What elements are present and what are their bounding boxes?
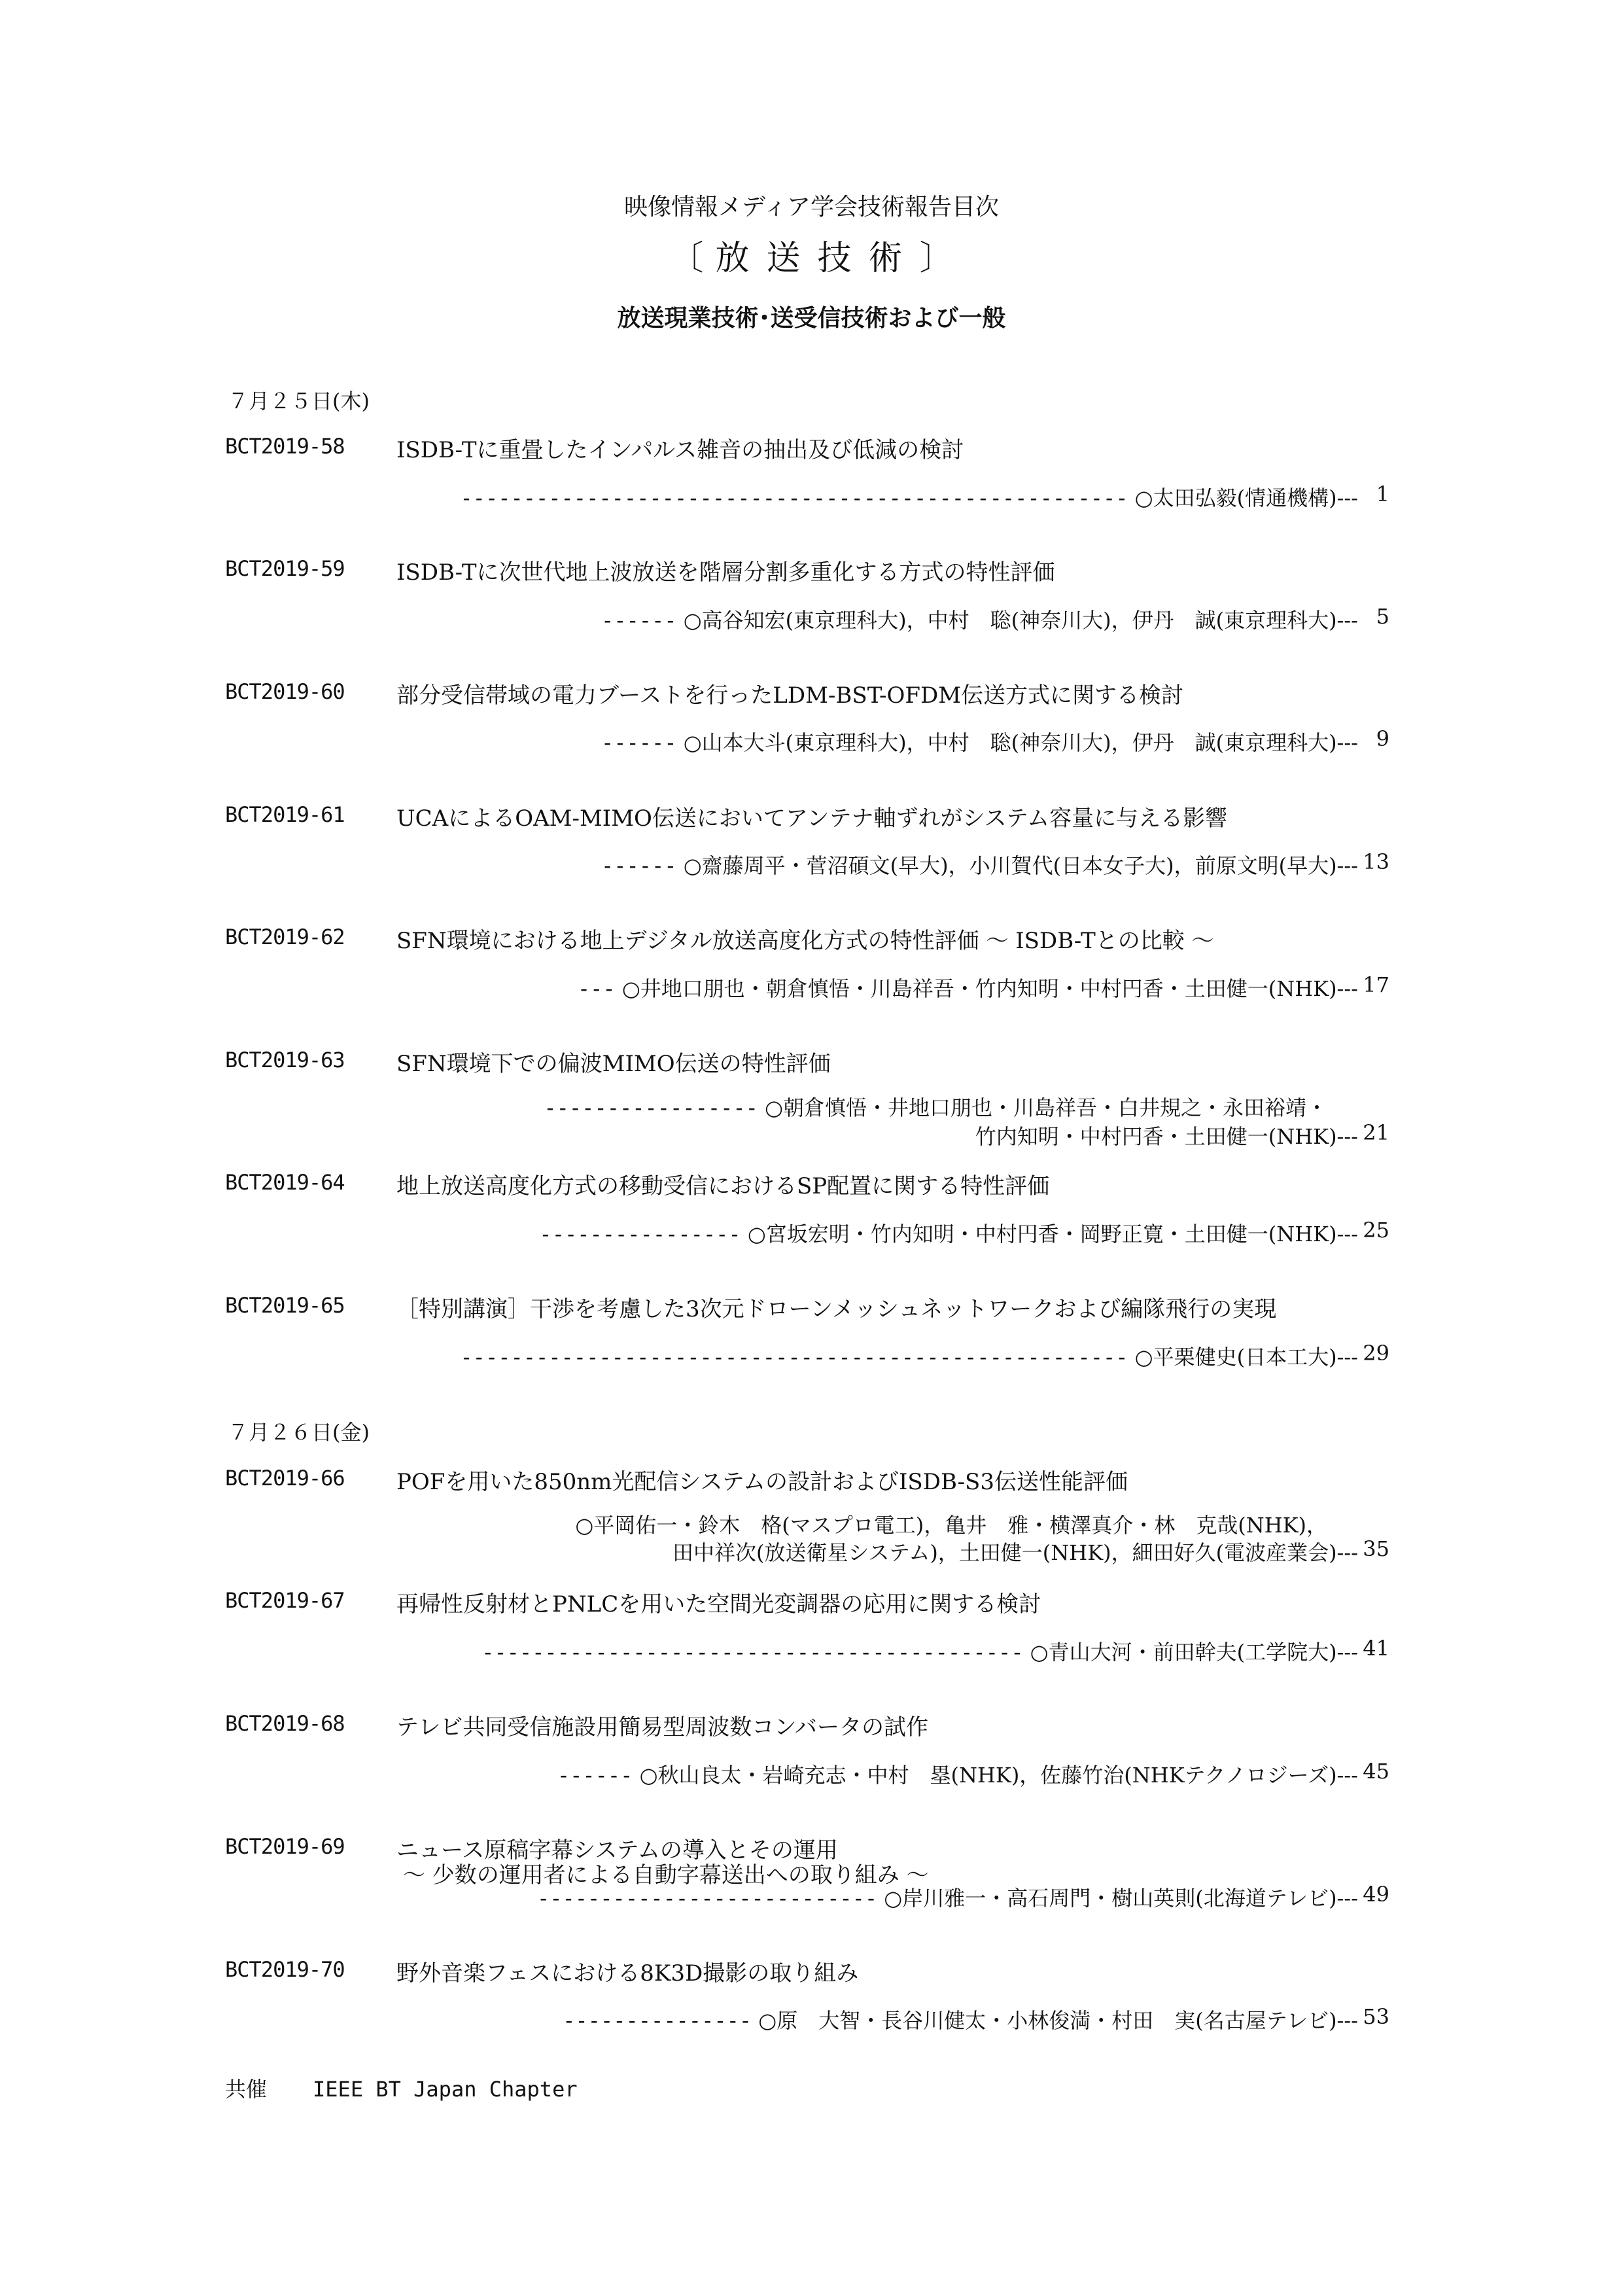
author-list: ○原 大智・長谷川健太・小林俊満・村田 実(名古屋テレビ)--- (758, 2008, 1358, 2033)
entry-title: UCAによるOAM-MIMO伝送においてアンテナ軸ずれがシステム容量に与える影響 (396, 805, 1228, 832)
entry-code: BCT2019-67 (225, 1588, 345, 1613)
entry-code: BCT2019-66 (225, 1466, 345, 1491)
co-sponsor-label: 共催 (225, 2077, 268, 2102)
page-number: 53 (1363, 2004, 1389, 2029)
entry-title: POFを用いた850nm光配信システムの設計およびISDB-S3伝送性能評価 (396, 1469, 1128, 1495)
page-number: 45 (1363, 1759, 1389, 1784)
page-number: 25 (1363, 1218, 1389, 1243)
entry-title: ISDB-Tに重畳したインパルス雑音の抽出及び低減の検討 (396, 437, 964, 463)
entry-authors (601, 849, 1358, 879)
entry-authors (539, 1218, 1358, 1248)
entry-authors (460, 1341, 1358, 1371)
co-sponsor-note (225, 2073, 578, 2103)
entry-title: ［特別講演］干渉を考慮した3次元ドローンメッシュネットワークおよび編隊飛行の実現 (396, 1296, 1277, 1322)
page-number: 17 (1363, 972, 1389, 997)
entry-title: ニュース原稿字幕システムの導入とその運用 (396, 1837, 838, 1863)
page-number: 49 (1363, 1882, 1389, 1907)
page-number: 5 (1376, 604, 1389, 629)
author-list: ○宮坂宏明・竹内知明・中村円香・岡野正寛・土田健一(NHK)--- (747, 1222, 1358, 1246)
entry-authors (575, 1509, 1327, 1539)
author-list: ○山本大斗(東京理科大)，中村 聡(神奈川大)，伊丹 誠(東京理科大)--- (683, 730, 1358, 755)
author-list: ○井地口朋也・朝倉慎悟・川島祥吾・竹内知明・中村円香・土田健一(NHK)--- (621, 976, 1358, 1001)
entry-title: 地上放送高度化方式の移動受信におけるSP配置に関する特性評価 (396, 1173, 1050, 1199)
section-subtitle: 放送現業技術･送受信技術および一般 (617, 305, 1006, 332)
author-list: ○平栗健史(日本工大)--- (1134, 1345, 1358, 1369)
dash-leader: ---------------- (539, 1222, 741, 1246)
entry-authors (578, 972, 1358, 1002)
entry-code: BCT2019-61 (225, 802, 345, 827)
bracket-left: 〔 (669, 239, 704, 278)
entry-authors (537, 1882, 1358, 1912)
page-number: 35 (1363, 1536, 1389, 1561)
author-list: ○平岡佑一・鈴木 格(マスプロ電工)，亀井 雅・横澤真介・林 克哉(NHK)， (575, 1513, 1327, 1538)
author-list: ○齋藤周平・菅沼碩文(早大)，小川賀代(日本女子大)，前原文明(早大)--- (683, 853, 1358, 878)
dash-leader: ------------------------------------------- (481, 1640, 1024, 1665)
author-list: ○秋山良太・岩崎充志・中村 塁(NHK)，佐藤竹治(NHKテクノロジーズ)--- (639, 1763, 1358, 1788)
entry-title: SFN環境下での偏波MIMO伝送の特性評価 (396, 1051, 831, 1077)
entry-authors (557, 1759, 1358, 1789)
entry-code: BCT2019-58 (225, 434, 345, 459)
author-list: ○岸川雅一・高石周門・樹山英則(北海道テレビ)--- (884, 1886, 1358, 1911)
page-number: 1 (1376, 482, 1389, 506)
entry-authors (601, 604, 1358, 634)
dash-leader: --------------------------- (536, 1886, 878, 1911)
bracket-right: 〕 (919, 239, 954, 278)
dash-leader: ------ (557, 1763, 633, 1788)
report-header: 映像情報メディア学会技術報告目次 (623, 194, 1000, 221)
entry-code: BCT2019-59 (225, 556, 345, 581)
entry-authors (563, 2004, 1358, 2034)
entry-code: BCT2019-70 (225, 1957, 345, 1982)
entry-subtitle: ～ 少数の運用者による自動字幕送出への取り組み ～ (403, 1862, 929, 1888)
author-list: ○太田弘毅(情通機構)--- (1134, 486, 1358, 510)
entry-title: 再帰性反射材とPNLCを用いた空間光変調器の応用に関する検討 (396, 1591, 1041, 1617)
dash-leader: ----------------- (544, 1095, 758, 1120)
page-number: 41 (1363, 1636, 1389, 1661)
dash-leader: --------------- (563, 2008, 752, 2033)
entry-code: BCT2019-65 (225, 1293, 345, 1318)
entry-title: SFN環境における地上デジタル放送高度化方式の特性評価 ～ ISDB-Tとの比較 ～ (396, 928, 1214, 954)
page-number: 21 (1363, 1120, 1389, 1145)
dash-leader: ----------------------------------------------------- (460, 486, 1128, 510)
page-number: 29 (1363, 1341, 1389, 1366)
entry-code: BCT2019-64 (225, 1170, 345, 1195)
entry-authors (544, 1091, 1327, 1122)
entry-title: 野外音楽フェスにおける8K3D撮影の取り組み (396, 1960, 859, 1987)
dash-leader: ----------------------------------------------------- (460, 1345, 1128, 1369)
page-number: 13 (1363, 849, 1389, 874)
entry-authors (601, 726, 1358, 756)
dash-leader: --- (577, 976, 616, 1001)
date-heading-day2: ７月２６日(金) (228, 1420, 370, 1445)
dash-leader: ------ (601, 608, 677, 633)
page-number: 9 (1376, 726, 1389, 751)
date-heading-day1: ７月２５日(木) (228, 389, 370, 414)
co-sponsor-org: IEEE BT Japan Chapter (313, 2077, 578, 2102)
section-title: 放送技術 (715, 239, 920, 278)
author-list: ○高谷知宏(東京理科大)，中村 聡(神奈川大)，伊丹 誠(東京理科大)--- (683, 608, 1358, 633)
entry-authors (481, 1636, 1358, 1666)
entry-code: BCT2019-68 (225, 1711, 345, 1736)
section-heading (0, 230, 1623, 279)
dash-leader: ------ (601, 730, 677, 755)
entry-authors (460, 482, 1358, 512)
entry-title: 部分受信帯域の電力ブーストを行ったLDM-BST-OFDM伝送方式に関する検討 (396, 682, 1184, 709)
entry-title: テレビ共同受信施設用簡易型周波数コンバータの試作 (396, 1714, 928, 1740)
entry-title: ISDB-Tに次世代地上波放送を階層分割多重化する方式の特性評価 (396, 559, 1055, 586)
entry-authors-continued: 田中祥次(放送衛星システム)，土田健一(NHK)，細田好久(電波産業会)--- (672, 1540, 1358, 1565)
entry-code: BCT2019-60 (225, 679, 345, 704)
entry-code: BCT2019-62 (225, 925, 345, 949)
author-list: ○朝倉慎悟・井地口朋也・川島祥吾・白井規之・永田裕靖・ (765, 1095, 1327, 1120)
author-list: ○青山大河・前田幹夫(工学院大)--- (1030, 1640, 1358, 1665)
entry-code: BCT2019-63 (225, 1048, 345, 1072)
dash-leader: ------ (601, 853, 677, 878)
entry-authors-continued: 竹内知明・中村円香・土田健一(NHK)--- (975, 1124, 1358, 1149)
entry-code: BCT2019-69 (225, 1834, 345, 1859)
